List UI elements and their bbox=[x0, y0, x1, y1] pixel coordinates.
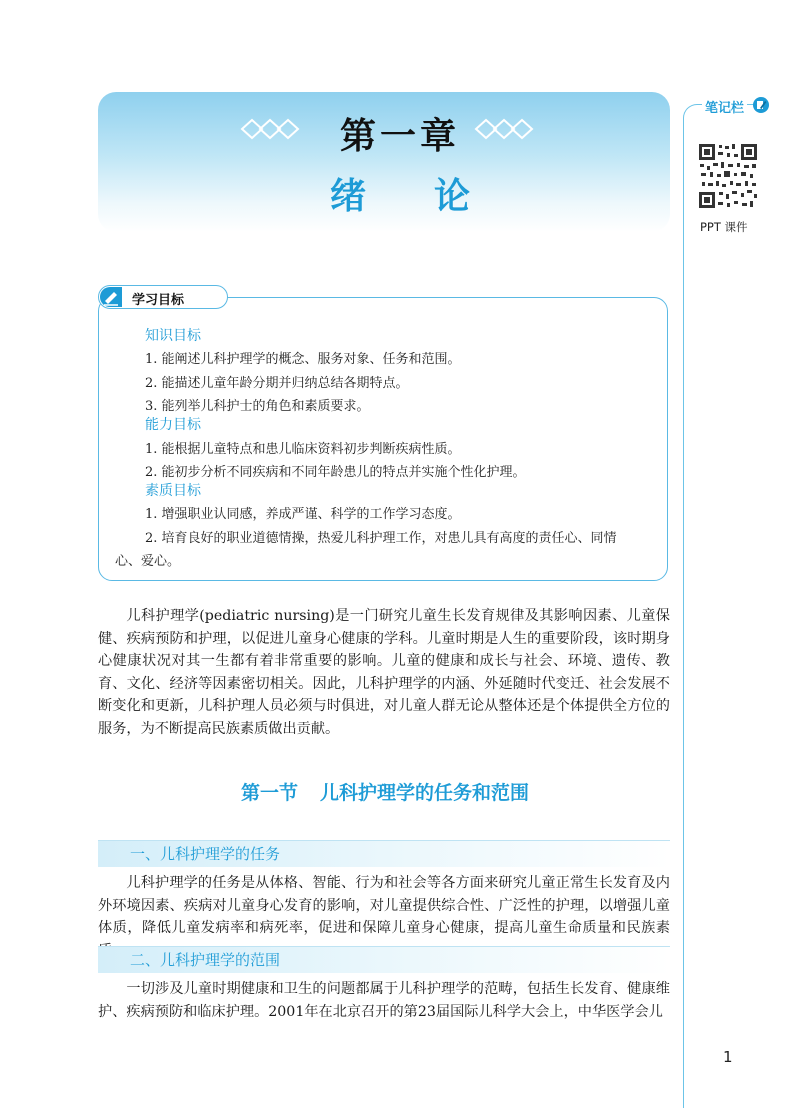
learning-objectives-title: 学习目标 bbox=[132, 293, 185, 308]
section-number: 第一节 bbox=[240, 782, 298, 804]
subsection-paragraph: 一切涉及儿童时期健康和卫生的问题都属于儿科护理学的范畴，包括生长发育、健康维护、疾病预防和临床护理。2001年在北京召开的第23届国际儿科学大会上，中华医学会儿 bbox=[98, 981, 670, 1020]
chapter-number: 第一章 bbox=[339, 115, 460, 157]
objective-item: 1. 增强职业认同感，养成严谨、科学的工作学习态度。 bbox=[145, 507, 461, 522]
pencil-icon bbox=[100, 287, 122, 307]
notes-label: 笔记栏 bbox=[702, 97, 747, 116]
objective-item: 1. 能阐述儿科护理学的概念、服务对象、任务和范围。 bbox=[145, 352, 461, 367]
intro-paragraph: 儿科护理学(pediatric nursing)是一门研究儿童生长发育规律及其影响因素、儿童保健、疾病预防和护理，以促进儿童身心健康的学科。儿童时期是人生的重要阶段，该时期身心健康状况对其一生都有着非常重要的影响。儿童的健康和成长与社会、环境、遗传、教育、文化、经济等因素密切相关。因此，儿科护理学的内涵、外延随时代变迁、社会发展不断变化和更新，儿科护理人员必须与时俱进，对儿童人群无论从整体还是个体提供全方位的服务，为不断提高民族素质做出贡献。 bbox=[98, 608, 670, 737]
objectives-tab-icon-bg bbox=[100, 287, 122, 307]
qr-code-icon[interactable] bbox=[697, 142, 759, 210]
subsection-heading: 二、儿科护理学的范围 bbox=[130, 951, 281, 969]
objective-item: 1. 能根据儿童特点和患儿临床资料初步判断疾病性质。 bbox=[145, 442, 461, 457]
subsection-paragraph: 儿科护理学的任务是从体格、智能、行为和社会等各方面来研究儿童正常生长发育及内外环境因素、疾病对儿童身心发育的影响，对儿童提供综合性、广泛性的护理，以增强儿童体质，降低儿童发病率和病死率，促进和保障儿童身心健康，提高儿童生命质量和民族素 bbox=[98, 875, 670, 937]
objectives-heading-ability: 能力目标 bbox=[145, 417, 201, 433]
chapter-title: 绪论 bbox=[329, 176, 538, 217]
objective-item: 2. 培育良好的职业道德情操，热爱儿科护理工作，对患儿具有高度的责任心、同情 bbox=[145, 531, 617, 546]
notes-column bbox=[683, 104, 764, 1108]
notes-pen-icon bbox=[752, 96, 770, 114]
objectives-heading-knowledge: 知识目标 bbox=[145, 328, 201, 344]
objective-item: 2. 能初步分析不同疾病和不同年龄患儿的特点并实施个性化护理。 bbox=[145, 465, 526, 480]
objective-item: 心、爱心。 bbox=[115, 554, 181, 569]
section-title bbox=[0, 778, 770, 805]
objective-item: 2. 能描述儿童年龄分期并归纳总结各期特点。 bbox=[145, 376, 409, 391]
objectives-heading-quality: 素质目标 bbox=[145, 483, 201, 499]
page-number: 1 bbox=[723, 1048, 733, 1066]
subsection-heading: 一、儿科护理学的任务 bbox=[130, 845, 281, 863]
objective-item: 3. 能列举儿科护士的角色和素质要求。 bbox=[145, 399, 370, 414]
section-name: 儿科护理学的任务和范围 bbox=[320, 782, 530, 804]
ppt-courseware-label: PPT 课件 bbox=[700, 220, 748, 234]
